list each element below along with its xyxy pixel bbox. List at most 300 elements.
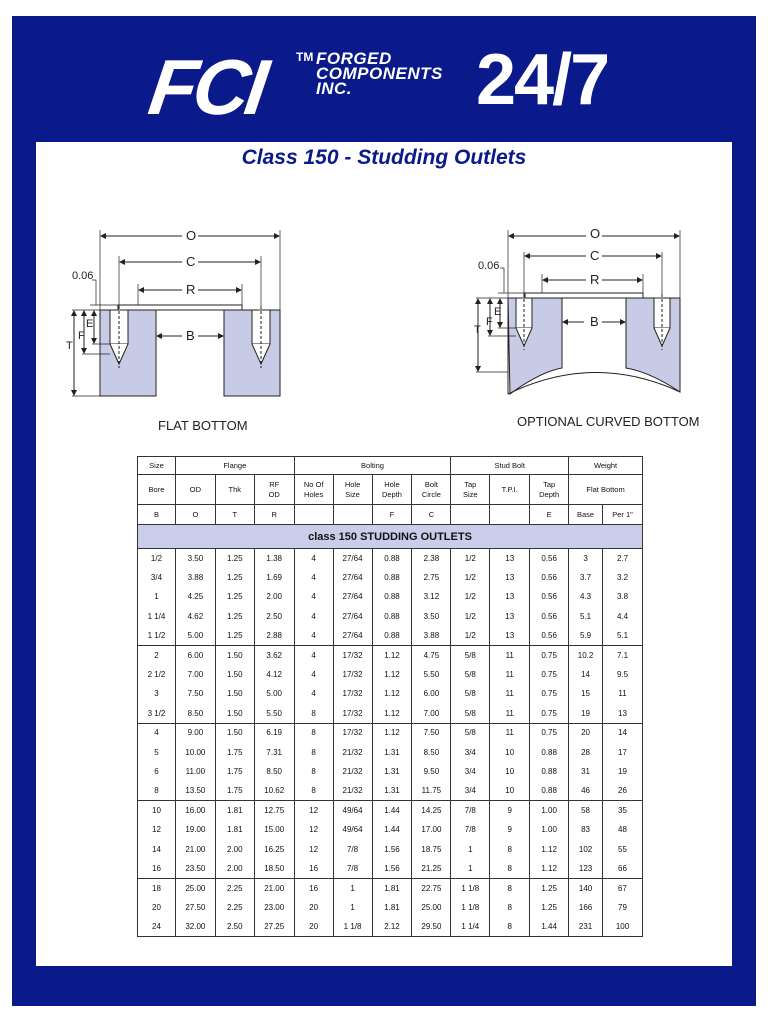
cell-od: 8.50 — [175, 704, 215, 723]
cell-weight-base: 5.1 — [569, 607, 603, 626]
cell-bolt-circle: 3.12 — [412, 587, 451, 606]
cell-weight-per-inch: 48 — [603, 820, 643, 839]
cell-tap-size: 1/2 — [451, 607, 490, 626]
cell-tap-depth: 0.56 — [530, 549, 569, 568]
cell-rf-od: 21.00 — [254, 878, 294, 897]
col-hole-depth — [372, 475, 412, 505]
cell-tpi: 10 — [490, 781, 530, 800]
curved-dim-c: C — [590, 248, 600, 263]
cell-od: 3.88 — [175, 568, 215, 587]
cell-tap-depth: 0.56 — [530, 626, 569, 645]
curved-dim-t: T — [474, 324, 481, 336]
col-thk: Thk — [215, 475, 254, 505]
table-row — [138, 568, 643, 587]
cell-tpi: 11 — [490, 684, 530, 703]
cell-tap-depth: 0.75 — [530, 684, 569, 703]
flat-bottom-diagram — [60, 222, 300, 402]
cell-weight-per-inch: 35 — [603, 801, 643, 820]
cell-rf-od: 4.12 — [254, 665, 294, 684]
cell-hole-depth: 0.88 — [372, 626, 412, 645]
cell-tpi: 8 — [490, 917, 530, 936]
row-group — [138, 645, 643, 723]
cell-od: 21.00 — [175, 839, 215, 858]
cell-no-holes: 8 — [294, 723, 333, 742]
cell-weight-per-inch: 3.2 — [603, 568, 643, 587]
group-bolting: Bolting — [294, 457, 451, 475]
cell-hole-depth: 1.56 — [372, 839, 412, 858]
cell-tap-size: 1/2 — [451, 549, 490, 568]
cell-thk: 1.50 — [215, 704, 254, 723]
cell-thk: 1.25 — [215, 549, 254, 568]
cell-hole-depth: 1.31 — [372, 742, 412, 761]
cell-od: 7.00 — [175, 665, 215, 684]
cell-bore: 2 1/2 — [138, 665, 176, 684]
company-line-3: INC. — [316, 79, 352, 98]
cell-hole-size: 21/32 — [333, 762, 372, 781]
cell-tap-depth: 0.88 — [530, 781, 569, 800]
cell-tap-size: 1 — [451, 859, 490, 878]
cell-weight-per-inch: 2.7 — [603, 549, 643, 568]
cell-bolt-circle: 2.75 — [412, 568, 451, 587]
cell-hole-depth: 0.88 — [372, 549, 412, 568]
cell-tap-depth: 0.88 — [530, 762, 569, 781]
cell-weight-per-inch: 79 — [603, 898, 643, 917]
cell-tpi: 8 — [490, 898, 530, 917]
cell-rf-od: 10.62 — [254, 781, 294, 800]
company-line-2: COMPONENTS — [316, 64, 443, 83]
cell-od: 32.00 — [175, 917, 215, 936]
cell-bore: 14 — [138, 839, 176, 858]
cell-bolt-circle: 29.50 — [412, 917, 451, 936]
cell-weight-per-inch: 11 — [603, 684, 643, 703]
cell-no-holes: 16 — [294, 878, 333, 897]
cell-weight-per-inch: 13 — [603, 704, 643, 723]
cell-thk: 1.81 — [215, 801, 254, 820]
cell-bolt-circle: 9.50 — [412, 762, 451, 781]
cell-weight-base: 58 — [569, 801, 603, 820]
cell-tap-depth: 1.25 — [530, 878, 569, 897]
cell-thk: 1.50 — [215, 723, 254, 742]
cell-tpi: 8 — [490, 878, 530, 897]
cell-tap-size: 1 1/4 — [451, 917, 490, 936]
company-name — [316, 51, 443, 96]
cell-rf-od: 12.75 — [254, 801, 294, 820]
cell-bolt-circle: 21.25 — [412, 859, 451, 878]
cell-hole-depth: 1.12 — [372, 723, 412, 742]
cell-thk: 2.25 — [215, 878, 254, 897]
cell-tpi: 13 — [490, 587, 530, 606]
cell-hole-depth: 1.12 — [372, 645, 412, 664]
sym-f: F — [372, 505, 412, 525]
cell-weight-per-inch: 67 — [603, 878, 643, 897]
cell-tap-size: 3/4 — [451, 781, 490, 800]
table-row — [138, 762, 643, 781]
cell-weight-per-inch: 17 — [603, 742, 643, 761]
col-rf-od-line1: RF — [269, 479, 280, 489]
cell-od: 10.00 — [175, 742, 215, 761]
cell-od: 11.00 — [175, 762, 215, 781]
cell-no-holes: 8 — [294, 704, 333, 723]
sym-o: O — [175, 505, 215, 525]
cell-hole-size: 21/32 — [333, 742, 372, 761]
cell-rf-od: 23.00 — [254, 898, 294, 917]
cell-bore: 1 1/2 — [138, 626, 176, 645]
studding-outlets-table — [137, 456, 643, 937]
cell-hole-depth: 1.12 — [372, 684, 412, 703]
flat-bottom-caption: FLAT BOTTOM — [158, 418, 248, 433]
cell-bolt-circle: 4.75 — [412, 645, 451, 664]
fci-logo: FCI — [143, 43, 270, 131]
cell-thk: 1.75 — [215, 781, 254, 800]
cell-weight-per-inch: 9.5 — [603, 665, 643, 684]
cell-tap-size: 5/8 — [451, 645, 490, 664]
cell-tpi: 13 — [490, 607, 530, 626]
flat-dim-e: E — [86, 318, 94, 330]
col-rf-od — [254, 475, 294, 505]
cell-no-holes: 4 — [294, 568, 333, 587]
cell-weight-per-inch: 19 — [603, 762, 643, 781]
cell-tap-size: 1 — [451, 839, 490, 858]
cell-rf-od: 5.00 — [254, 684, 294, 703]
cell-bore: 1 1/4 — [138, 607, 176, 626]
cell-hole-depth: 0.88 — [372, 568, 412, 587]
table-row — [138, 801, 643, 820]
cell-hole-size: 27/64 — [333, 587, 372, 606]
cell-rf-od: 16.25 — [254, 839, 294, 858]
cell-bolt-circle: 3.50 — [412, 607, 451, 626]
cell-tap-depth: 0.75 — [530, 704, 569, 723]
cell-tap-size: 3/4 — [451, 742, 490, 761]
cell-od: 7.50 — [175, 684, 215, 703]
cell-tpi: 11 — [490, 704, 530, 723]
cell-weight-base: 28 — [569, 742, 603, 761]
company-line-1: FORGED — [316, 49, 392, 68]
cell-od: 5.00 — [175, 626, 215, 645]
cell-tap-size: 1 1/8 — [451, 878, 490, 897]
cell-bore: 10 — [138, 801, 176, 820]
trademark-mark: TM — [296, 50, 314, 64]
cell-no-holes: 12 — [294, 801, 333, 820]
cell-rf-od: 2.50 — [254, 607, 294, 626]
cell-tap-depth: 0.88 — [530, 742, 569, 761]
sym-c: C — [412, 505, 451, 525]
cell-tap-depth: 0.75 — [530, 665, 569, 684]
col-tpi: T.P.I. — [490, 475, 530, 505]
cell-thk: 2.25 — [215, 898, 254, 917]
cell-no-holes: 4 — [294, 626, 333, 645]
cell-rf-od: 1.69 — [254, 568, 294, 587]
col-tap-size — [451, 475, 490, 505]
cell-no-holes: 4 — [294, 645, 333, 664]
cell-hole-depth: 1.81 — [372, 878, 412, 897]
cell-bore: 8 — [138, 781, 176, 800]
cell-thk: 1.50 — [215, 684, 254, 703]
cell-weight-base: 46 — [569, 781, 603, 800]
col-tap-depth-line2: Depth — [539, 489, 560, 499]
cell-weight-base: 4.3 — [569, 587, 603, 606]
cell-bolt-circle: 18.75 — [412, 839, 451, 858]
cell-thk: 1.75 — [215, 742, 254, 761]
row-group — [138, 801, 643, 879]
col-hole-size — [333, 475, 372, 505]
flat-dim-o: O — [186, 228, 197, 243]
cell-hole-depth: 1.44 — [372, 801, 412, 820]
cell-weight-base: 5.9 — [569, 626, 603, 645]
row-group — [138, 723, 643, 801]
cell-bore: 12 — [138, 820, 176, 839]
cell-bore: 18 — [138, 878, 176, 897]
table-row — [138, 742, 643, 761]
cell-tpi: 13 — [490, 549, 530, 568]
cell-od: 13.50 — [175, 781, 215, 800]
cell-weight-per-inch: 100 — [603, 917, 643, 936]
cell-tpi: 8 — [490, 859, 530, 878]
cell-tap-size: 1 1/8 — [451, 898, 490, 917]
cell-rf-od: 3.62 — [254, 645, 294, 664]
cell-bolt-circle: 2.38 — [412, 549, 451, 568]
cell-hole-size: 1 — [333, 878, 372, 897]
cell-thk: 1.25 — [215, 626, 254, 645]
table-band-title: class 150 STUDDING OUTLETS — [138, 525, 643, 549]
table-row — [138, 839, 643, 858]
cell-tap-size: 7/8 — [451, 801, 490, 820]
cell-hole-depth: 1.56 — [372, 859, 412, 878]
cell-tap-size: 7/8 — [451, 820, 490, 839]
col-no-holes — [294, 475, 333, 505]
col-hole-depth-line2: Depth — [381, 489, 402, 499]
cell-od: 27.50 — [175, 898, 215, 917]
cell-rf-od: 18.50 — [254, 859, 294, 878]
sym-empty-2 — [333, 505, 372, 525]
sym-e: E — [530, 505, 569, 525]
cell-bolt-circle: 7.50 — [412, 723, 451, 742]
cell-bolt-circle: 5.50 — [412, 665, 451, 684]
col-tap-depth — [530, 475, 569, 505]
cell-bolt-circle: 6.00 — [412, 684, 451, 703]
sym-per-inch: Per 1" — [603, 505, 643, 525]
cell-bolt-circle: 11.75 — [412, 781, 451, 800]
cell-bore: 3/4 — [138, 568, 176, 587]
cell-tpi: 13 — [490, 568, 530, 587]
cell-bore: 6 — [138, 762, 176, 781]
cell-tpi: 11 — [490, 723, 530, 742]
cell-hole-size: 17/32 — [333, 684, 372, 703]
sym-t: T — [215, 505, 254, 525]
col-od: OD — [175, 475, 215, 505]
cell-rf-od: 5.50 — [254, 704, 294, 723]
cell-rf-od: 15.00 — [254, 820, 294, 839]
cell-no-holes: 20 — [294, 917, 333, 936]
cell-od: 16.00 — [175, 801, 215, 820]
cell-weight-per-inch: 66 — [603, 859, 643, 878]
curved-dim-f: F — [486, 316, 493, 328]
cell-tpi: 8 — [490, 839, 530, 858]
col-bolt-circle-line2: Circle — [421, 489, 441, 499]
cell-rf-od: 6.19 — [254, 723, 294, 742]
table-row — [138, 898, 643, 917]
curved-bottom-caption: OPTIONAL CURVED BOTTOM — [517, 414, 700, 429]
table-row — [138, 859, 643, 878]
cell-tap-depth: 1.00 — [530, 801, 569, 820]
cell-thk: 1.81 — [215, 820, 254, 839]
sym-base: Base — [569, 505, 603, 525]
cell-bore: 1 — [138, 587, 176, 606]
col-hole-size-line2: Size — [345, 489, 360, 499]
col-hole-size-line1: Hole — [344, 479, 361, 489]
cell-bore: 5 — [138, 742, 176, 761]
cell-weight-base: 102 — [569, 839, 603, 858]
cell-hole-size: 27/64 — [333, 626, 372, 645]
cell-no-holes: 12 — [294, 820, 333, 839]
cell-thk: 2.50 — [215, 917, 254, 936]
cell-tap-size: 5/8 — [451, 704, 490, 723]
cell-weight-base: 20 — [569, 723, 603, 742]
cell-hole-depth: 2.12 — [372, 917, 412, 936]
cell-no-holes: 8 — [294, 742, 333, 761]
group-size: Size — [138, 457, 176, 475]
cell-bolt-circle: 22.75 — [412, 878, 451, 897]
row-group — [138, 549, 643, 646]
cell-weight-per-inch: 55 — [603, 839, 643, 858]
cell-no-holes: 20 — [294, 898, 333, 917]
cell-no-holes: 8 — [294, 781, 333, 800]
cell-bore: 16 — [138, 859, 176, 878]
flat-dim-gap: 0.06 — [72, 270, 94, 282]
table-row — [138, 878, 643, 897]
cell-tap-size: 1/2 — [451, 587, 490, 606]
col-no-holes-line1: No Of — [303, 479, 324, 489]
cell-weight-base: 15 — [569, 684, 603, 703]
cell-tpi: 13 — [490, 626, 530, 645]
cell-thk: 1.75 — [215, 762, 254, 781]
cell-tap-size: 3/4 — [451, 762, 490, 781]
cell-bolt-circle: 25.00 — [412, 898, 451, 917]
cell-bore: 3 1/2 — [138, 704, 176, 723]
cell-bore: 3 — [138, 684, 176, 703]
cell-weight-per-inch: 7.1 — [603, 645, 643, 664]
cell-weight-base: 166 — [569, 898, 603, 917]
sym-r: R — [254, 505, 294, 525]
sym-empty-4 — [490, 505, 530, 525]
cell-thk: 1.25 — [215, 587, 254, 606]
cell-tap-depth: 1.00 — [530, 820, 569, 839]
cell-tap-depth: 1.12 — [530, 859, 569, 878]
cell-rf-od: 8.50 — [254, 762, 294, 781]
cell-hole-depth: 0.88 — [372, 607, 412, 626]
table-row — [138, 549, 643, 568]
cell-tap-depth: 0.75 — [530, 723, 569, 742]
table-row — [138, 684, 643, 703]
cell-bolt-circle: 3.88 — [412, 626, 451, 645]
cell-thk: 1.25 — [215, 607, 254, 626]
cell-rf-od: 1.38 — [254, 549, 294, 568]
cell-od: 6.00 — [175, 645, 215, 664]
cell-hole-size: 1 1/8 — [333, 917, 372, 936]
cell-hole-size: 7/8 — [333, 859, 372, 878]
cell-weight-per-inch: 14 — [603, 723, 643, 742]
cell-hole-size: 17/32 — [333, 665, 372, 684]
table-row — [138, 723, 643, 742]
cell-weight-per-inch: 3.8 — [603, 587, 643, 606]
cell-tap-depth: 0.56 — [530, 568, 569, 587]
cell-hole-size: 27/64 — [333, 549, 372, 568]
cell-rf-od: 2.88 — [254, 626, 294, 645]
flat-dim-f: F — [78, 330, 85, 342]
cell-tap-depth: 0.75 — [530, 645, 569, 664]
cell-hole-depth: 0.88 — [372, 587, 412, 606]
cell-no-holes: 12 — [294, 839, 333, 858]
cell-bolt-circle: 7.00 — [412, 704, 451, 723]
cell-weight-base: 83 — [569, 820, 603, 839]
cell-od: 23.50 — [175, 859, 215, 878]
cell-od: 3.50 — [175, 549, 215, 568]
sym-empty-3 — [451, 505, 490, 525]
curved-dim-r: R — [590, 272, 600, 287]
cell-hole-size: 21/32 — [333, 781, 372, 800]
table-row — [138, 645, 643, 664]
cell-no-holes: 16 — [294, 859, 333, 878]
col-no-holes-line2: Holes — [304, 489, 324, 499]
cell-bolt-circle: 8.50 — [412, 742, 451, 761]
table-row — [138, 781, 643, 800]
curved-dim-e: E — [494, 306, 502, 318]
curved-dim-b: B — [590, 314, 599, 329]
cell-od: 4.25 — [175, 587, 215, 606]
cell-thk: 1.50 — [215, 645, 254, 664]
cell-thk: 2.00 — [215, 839, 254, 858]
cell-hole-size: 17/32 — [333, 704, 372, 723]
cell-bore: 20 — [138, 898, 176, 917]
cell-weight-base: 123 — [569, 859, 603, 878]
cell-rf-od: 7.31 — [254, 742, 294, 761]
cell-no-holes: 4 — [294, 684, 333, 703]
col-flat-bottom: Flat Bottom — [569, 475, 643, 505]
cell-hole-depth: 1.44 — [372, 820, 412, 839]
cell-hole-size: 17/32 — [333, 723, 372, 742]
cell-weight-per-inch: 5.1 — [603, 626, 643, 645]
cell-thk: 1.50 — [215, 665, 254, 684]
table-row — [138, 917, 643, 936]
flat-dim-t: T — [66, 340, 73, 352]
cell-bore: 1/2 — [138, 549, 176, 568]
cell-rf-od: 2.00 — [254, 587, 294, 606]
cell-rf-od: 27.25 — [254, 917, 294, 936]
col-bolt-circle-line1: Bolt — [424, 479, 438, 489]
cell-tap-size: 5/8 — [451, 723, 490, 742]
cell-bolt-circle: 17.00 — [412, 820, 451, 839]
cell-od: 4.62 — [175, 607, 215, 626]
curved-dim-gap: 0.06 — [478, 260, 500, 272]
table-row — [138, 587, 643, 606]
cell-tap-size: 5/8 — [451, 665, 490, 684]
table-row — [138, 665, 643, 684]
cell-hole-size: 27/64 — [333, 568, 372, 587]
curved-bottom-diagram — [470, 222, 690, 402]
col-hole-depth-line1: Hole — [384, 479, 400, 489]
cell-no-holes: 4 — [294, 607, 333, 626]
cell-tpi: 11 — [490, 645, 530, 664]
cell-tpi: 11 — [490, 665, 530, 684]
cell-hole-size: 17/32 — [333, 645, 372, 664]
cell-tap-depth: 1.25 — [530, 898, 569, 917]
cell-od: 9.00 — [175, 723, 215, 742]
cell-tap-depth: 1.12 — [530, 839, 569, 858]
flat-dim-r: R — [186, 282, 196, 297]
flat-dim-c: C — [186, 254, 196, 269]
cell-tpi: 10 — [490, 762, 530, 781]
cell-hole-size: 1 — [333, 898, 372, 917]
cell-no-holes: 4 — [294, 665, 333, 684]
